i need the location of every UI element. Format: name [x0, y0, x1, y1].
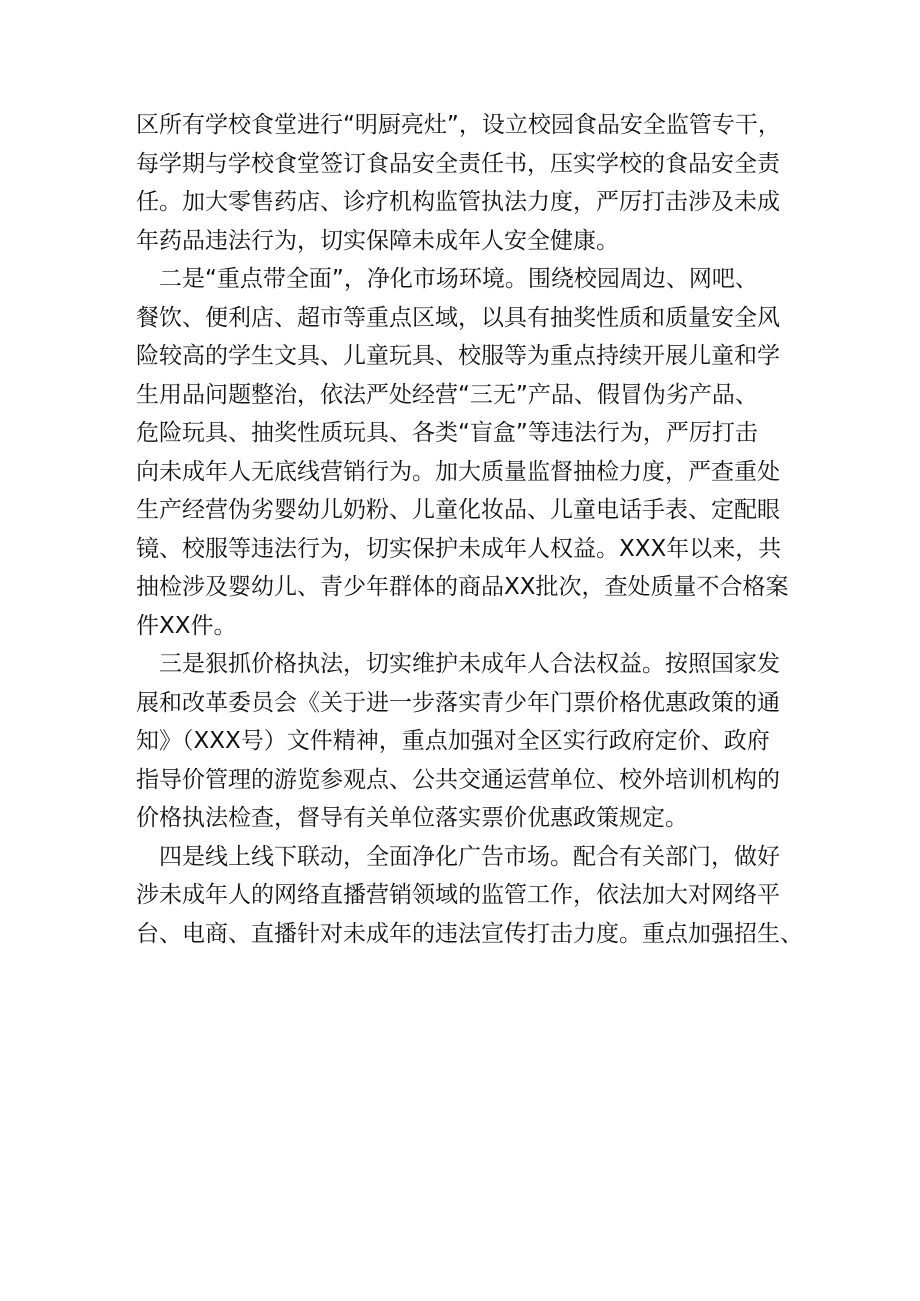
text-line: 抽检涉及婴幼儿、青少年群体的商品XX批次，查处质量不合格案 — [136, 574, 789, 600]
text-line: 件XX件。 — [136, 612, 237, 639]
paragraph-start-line: 四是线上线下联动，全面净化广告市场。配合有关部门，做好 — [159, 843, 780, 870]
text-line: 镜、校服等违法行为，切实保护未成年人权益。XXX年以来，共 — [136, 535, 782, 562]
text-line: 台、电商、直播针对未成年的违法宣传打击力度。重点加强招生、 — [136, 920, 803, 947]
text-line: 知》（XXX号）文件精神，重点加强对全区实行政府定价、政府 — [136, 728, 770, 754]
text-line: 每学期与学校食堂签订食品安全责任书，压实学校的食品安全责 — [136, 150, 780, 177]
body-text — [136, 106, 836, 953]
text-line: 险较高的学生文具、儿童玩具、校服等为重点持续开展儿童和学 — [136, 343, 780, 369]
text-line: 年药品违法行为，切实保障未成年人安全健康。 — [136, 227, 619, 254]
text-line: 餐饮、便利店、超市等重点区域，以具有抽奖性质和质量安全风 — [136, 304, 780, 331]
text-line: 向未成年人无底线营销行为。加大质量监督抽检力度，严查重处 — [136, 458, 780, 485]
paragraph-start-line: 二是“重点带全面”，净化市场环境。围绕校园周边、网吧、 — [159, 266, 758, 292]
text-line: 生用品问题整治，依法严处经营“三无”产品、假冒伪劣产品、 — [136, 381, 758, 408]
text-line: 展和改革委员会《关于进一步落实青少年门票价格优惠政策的通 — [136, 689, 780, 716]
text-line: 涉未成年人的网络直播营销领域的监管工作，依法加大对网络平 — [136, 882, 780, 908]
text-line: 危险玩具、抽奖性质玩具、各类“盲盒”等违法行为，严厉打击 — [136, 420, 758, 446]
text-line: 区所有学校食堂进行“明厨亮灶”，设立校园食品安全监管专干， — [136, 112, 781, 138]
text-line: 任。加大零售药店、诊疗机构监管执法力度，严厉打击涉及未成 — [136, 189, 780, 215]
text-line: 价格执法检查，督导有关单位落实票价优惠政策规定。 — [136, 805, 688, 831]
text-line: 生产经营伪劣婴幼儿奶粉、儿童化妆品、儿童电话手表、定配眼 — [136, 497, 780, 523]
text-line: 指导价管理的游览参观点、公共交通运营单位、校外培训机构的 — [136, 766, 780, 793]
paragraph-start-line: 三是狠抓价格执法，切实维护未成年人合法权益。按照国家发 — [159, 651, 780, 677]
